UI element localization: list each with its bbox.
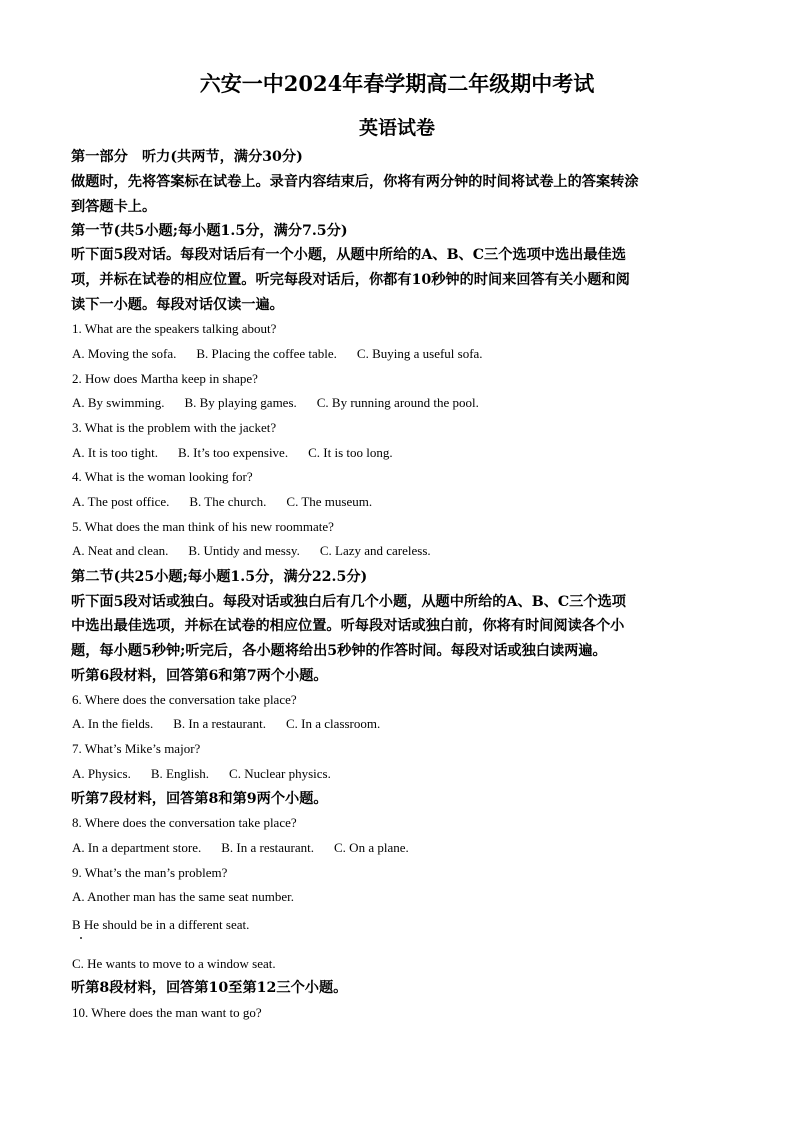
option-c: C. Nuclear physics. bbox=[229, 766, 331, 781]
option-b: B. Untidy and messy. bbox=[188, 543, 300, 558]
part1-heading: 第一部分 听力(共两节，满分30分) bbox=[71, 149, 303, 165]
option-a: A. By swimming. bbox=[72, 395, 165, 410]
question-options bbox=[72, 765, 331, 783]
question-options bbox=[72, 715, 380, 733]
option-b: B. In a restaurant. bbox=[173, 716, 267, 731]
question-options bbox=[72, 394, 479, 412]
option-a: A. In the fields. bbox=[72, 716, 154, 731]
option-b: B. Placing the coffee table. bbox=[196, 346, 337, 361]
section2-instruction-line: 题，每小题5秒钟;听完后，各小题将给出5秒钟的作答时间。每段对话或独白读两遍。 bbox=[71, 643, 607, 659]
option-b: B. English. bbox=[150, 766, 210, 781]
exam-title: 六安一中2024年春学期高二年级期中考试 bbox=[199, 71, 595, 96]
part1-instruction-line: 到答题卡上。 bbox=[71, 199, 157, 215]
question-options bbox=[72, 444, 393, 462]
option-a: A. Physics. bbox=[72, 766, 131, 781]
option-b: B. It’s too expensive. bbox=[177, 445, 289, 460]
question-stem: 7. What’s Mike’s major? bbox=[72, 741, 201, 756]
option-c: C. It is too long. bbox=[308, 445, 393, 460]
section1-instruction-line: 听下面5段对话。每段对话后有一个小题，从题中所给的A、B、C三个选项中选出最佳选 bbox=[71, 247, 626, 263]
section2-instruction-line: 中选出最佳选项，并标在试卷的相应位置。听每段对话或独白前，你将有时间阅读各个小 bbox=[71, 618, 625, 634]
option-c: C. In a classroom. bbox=[286, 716, 381, 731]
option-b: B. The church. bbox=[189, 494, 267, 509]
option-a: A. It is too tight. bbox=[72, 445, 158, 460]
option-c: C. Lazy and careless. bbox=[319, 543, 431, 558]
option-c: C. By running around the pool. bbox=[316, 395, 479, 410]
option-c: C. The museum. bbox=[286, 494, 373, 509]
option-a: A. The post office. bbox=[72, 494, 170, 509]
exam-subtitle: 英语试卷 bbox=[358, 117, 435, 139]
question-stem: 6. Where does the conversation take place? bbox=[72, 692, 297, 707]
question-options bbox=[72, 542, 431, 560]
option-a: A. In a department store. bbox=[72, 840, 202, 855]
question-stem: 10. Where does the man want to go? bbox=[72, 1005, 262, 1020]
question-options bbox=[72, 839, 409, 857]
material-heading: 听第7段材料，回答第8和第9两个小题。 bbox=[71, 791, 328, 807]
section1-instruction-line: 读下一小题。每段对话仅读一遍。 bbox=[71, 297, 284, 313]
question-stem: 3. What is the problem with the jacket? bbox=[72, 420, 277, 435]
question-stem: 2. How does Martha keep in shape? bbox=[72, 371, 258, 386]
part1-instruction-line: 做题时，先将答案标在试卷上。录音内容结束后，你将有两分钟的时间将试卷上的答案转涂 bbox=[71, 174, 639, 190]
option-c: C. On a plane. bbox=[334, 840, 409, 855]
section1-instruction-line: 项，并标在试卷的相应位置。听完每段对话后，你都有10秒钟的时间来回答有关小题和阅 bbox=[71, 272, 630, 288]
section2-heading: 第二节(共25小题;每小题1.5分，满分22.5分) bbox=[71, 569, 368, 585]
question-options bbox=[72, 345, 483, 363]
question-stem: 9. What’s the man’s problem? bbox=[72, 865, 228, 880]
option-a: A. Moving the sofa. bbox=[72, 346, 177, 361]
option-a: A. Neat and clean. bbox=[72, 543, 169, 558]
option-b: B. In a restaurant. bbox=[221, 840, 315, 855]
option-c: C. Buying a useful sofa. bbox=[356, 346, 483, 361]
material-heading: 听第6段材料，回答第6和第7两个小题。 bbox=[71, 668, 328, 684]
question-options bbox=[72, 493, 372, 511]
option-c: C. He wants to move to a window seat. bbox=[72, 956, 276, 971]
question-stem: 4. What is the woman looking for? bbox=[72, 469, 253, 484]
material-heading: 听第8段材料，回答第10至第12三个小题。 bbox=[71, 980, 348, 996]
section1-heading: 第一节(共5小题;每小题1.5分，满分7.5分) bbox=[71, 223, 348, 239]
option-b: B. By playing games. bbox=[184, 395, 297, 410]
section2-instruction-line: 听下面5段对话或独白。每段对话或独白后有几个小题，从题中所给的A、B、C三个选项 bbox=[71, 594, 626, 610]
question-stem: 5. What does the man think of his new roommate? bbox=[72, 519, 334, 534]
question-stem: 8. Where does the conversation take place? bbox=[72, 815, 297, 830]
stray-dot-mark bbox=[80, 937, 82, 939]
question-stem: 1. What are the speakers talking about? bbox=[72, 321, 277, 336]
option-b: B He should be in a different seat. bbox=[72, 917, 250, 932]
option-a: A. Another man has the same seat number. bbox=[72, 889, 295, 904]
